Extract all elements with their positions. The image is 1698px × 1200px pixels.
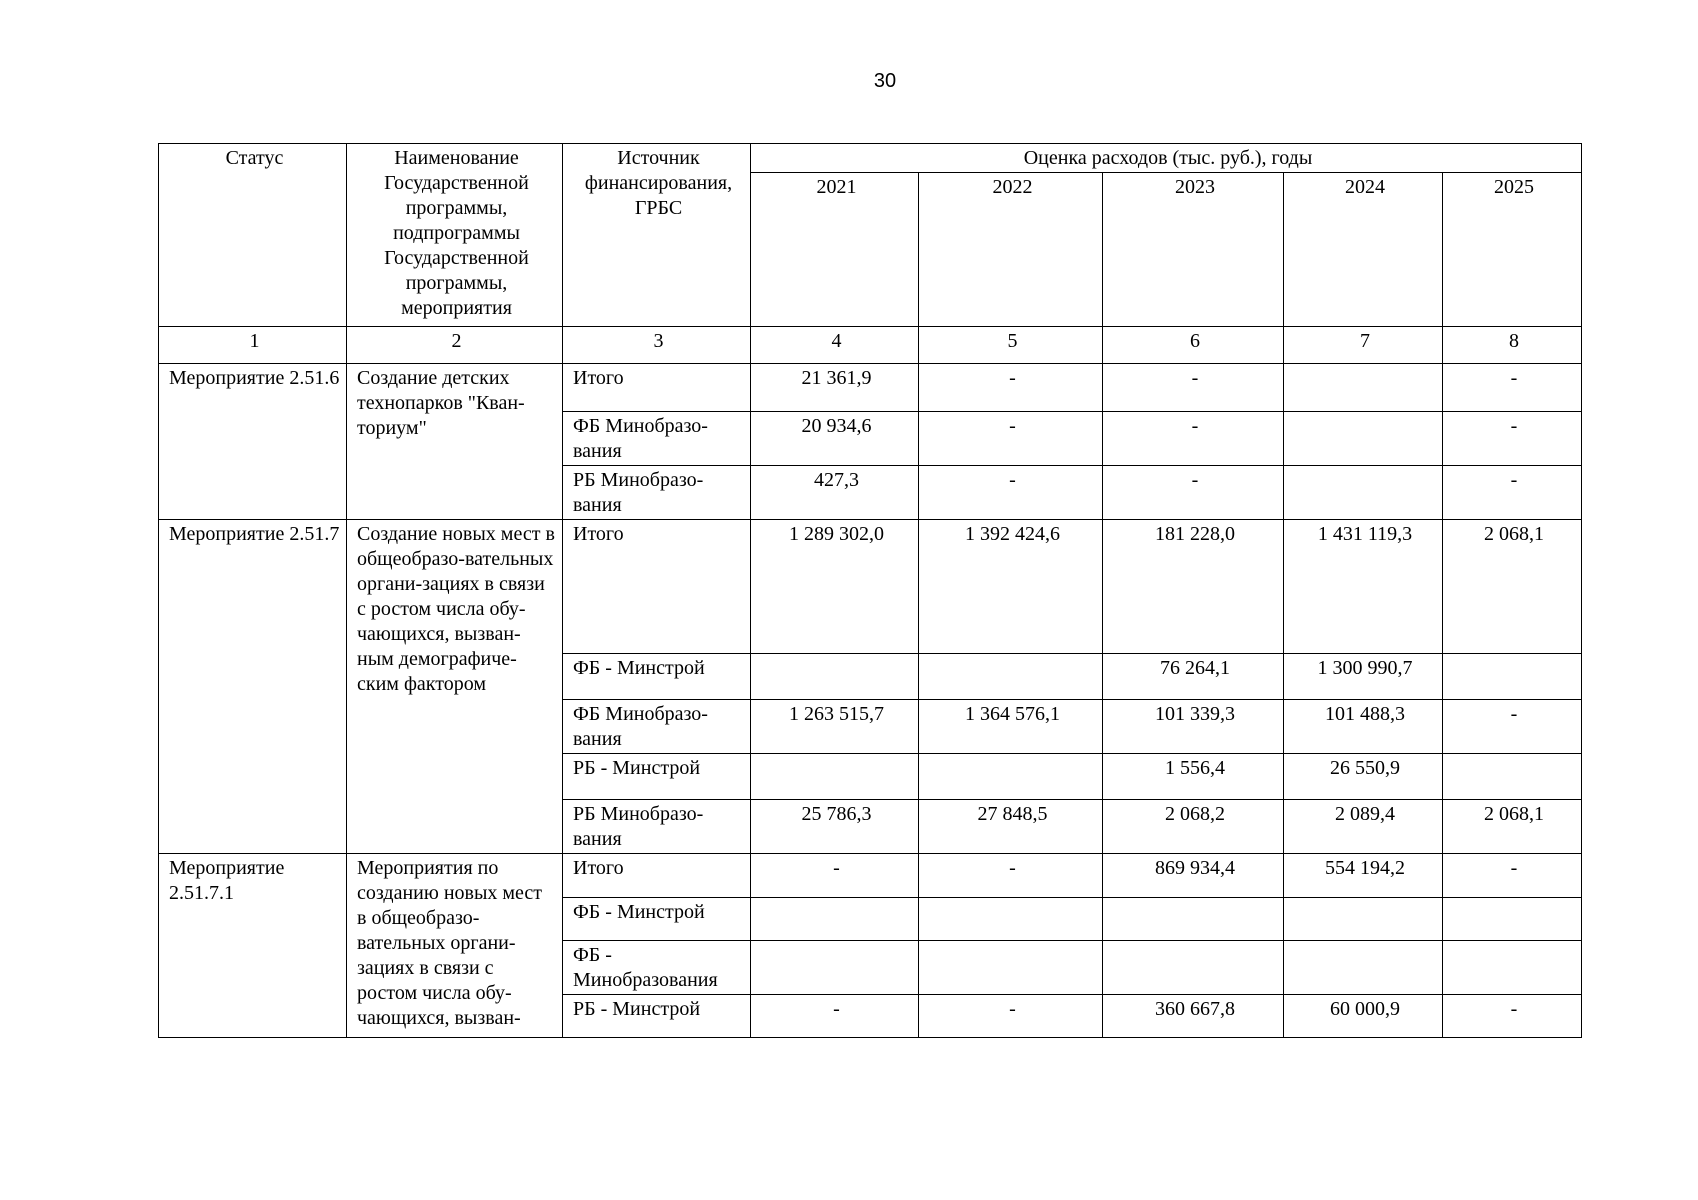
column-number: 8 [1443,327,1582,364]
value-cell: 869 934,4 [1103,854,1284,898]
value-cell [1103,941,1284,995]
value-cell: 27 848,5 [919,800,1103,854]
source-cell: РБ - Минстрой [563,995,751,1038]
value-cell: 360 667,8 [1103,995,1284,1038]
header-status: Статус [159,144,347,327]
value-cell: - [1443,364,1582,412]
value-cell: 427,3 [751,466,919,520]
source-cell: РБ Минобразо-вания [563,466,751,520]
value-cell: 1 289 302,0 [751,520,919,654]
value-cell: - [751,854,919,898]
value-cell: 1 300 990,7 [1284,654,1443,700]
source-cell: ФБ Минобразо-вания [563,700,751,754]
value-cell [1284,364,1443,412]
value-cell [1284,898,1443,941]
value-cell [1443,898,1582,941]
source-cell: РБ Минобразо-вания [563,800,751,854]
source-cell: РБ - Минстрой [563,754,751,800]
value-cell: 1 392 424,6 [919,520,1103,654]
value-cell: - [919,854,1103,898]
value-cell: 1 263 515,7 [751,700,919,754]
value-cell: - [1443,995,1582,1038]
value-cell [919,941,1103,995]
header-name: Наименование Государственной программы, подпрограммы Государственной программы, мероприятия [347,144,563,327]
value-cell: 1 556,4 [1103,754,1284,800]
source-cell: ФБ - Минстрой [563,654,751,700]
value-cell [751,941,919,995]
status-cell: Мероприятие 2.51.7 [159,520,347,854]
program-name-cell: Создание новых мест в общеобразо-вательных органи-зациях в связи с ростом числа обу-чающихся, вызван-ным демографиче-ским фактором [347,520,563,854]
column-number: 3 [563,327,751,364]
status-cell: Мероприятие 2.51.7.1 [159,854,347,1038]
value-cell: 101 339,3 [1103,700,1284,754]
value-cell: 1 364 576,1 [919,700,1103,754]
column-number: 2 [347,327,563,364]
value-cell: 1 431 119,3 [1284,520,1443,654]
value-cell [751,754,919,800]
value-cell: 101 488,3 [1284,700,1443,754]
value-cell: - [919,995,1103,1038]
value-cell [1284,412,1443,466]
value-cell [751,898,919,941]
source-cell: Итого [563,364,751,412]
value-cell: - [751,995,919,1038]
value-cell [1443,754,1582,800]
source-cell: ФБ - Минобразования [563,941,751,995]
value-cell: - [1103,466,1284,520]
value-cell [1284,941,1443,995]
program-name-cell: Мероприятия по созданию новых мест в общеобразо-вательных органи-зациях в связи с ростом числа обу-чающихся, вызван- [347,854,563,1038]
column-number: 1 [159,327,347,364]
value-cell [1103,898,1284,941]
header-year: 2022 [919,173,1103,327]
value-cell: - [919,466,1103,520]
program-name-cell: Создание детских технопарков "Кван-ториум" [347,364,563,520]
status-cell: Мероприятие 2.51.6 [159,364,347,520]
value-cell: 2 068,1 [1443,520,1582,654]
source-cell: ФБ - Минстрой [563,898,751,941]
value-cell: 21 361,9 [751,364,919,412]
table-row [159,854,1582,898]
table-row [159,520,1582,654]
value-cell [1284,466,1443,520]
column-number: 6 [1103,327,1284,364]
table-row [159,364,1582,412]
table-body [159,364,1582,1038]
value-cell [1443,654,1582,700]
value-cell [919,754,1103,800]
header-estimate: Оценка расходов (тыс. руб.), годы [751,144,1582,173]
header-year: 2025 [1443,173,1582,327]
header-year: 2021 [751,173,919,327]
value-cell: - [1443,854,1582,898]
value-cell: 2 068,1 [1443,800,1582,854]
value-cell: 2 089,4 [1284,800,1443,854]
page-number: 30 [873,70,897,92]
value-cell: - [1443,412,1582,466]
budget-table [158,143,1582,1038]
column-number: 5 [919,327,1103,364]
column-number: 7 [1284,327,1443,364]
value-cell: - [1103,412,1284,466]
value-cell [919,898,1103,941]
value-cell: 2 068,2 [1103,800,1284,854]
header-year: 2024 [1284,173,1443,327]
column-number: 4 [751,327,919,364]
value-cell [751,654,919,700]
value-cell: - [1443,466,1582,520]
value-cell: 26 550,9 [1284,754,1443,800]
source-cell: Итого [563,520,751,654]
source-cell: Итого [563,854,751,898]
value-cell: 60 000,9 [1284,995,1443,1038]
value-cell: 20 934,6 [751,412,919,466]
header-year: 2023 [1103,173,1284,327]
table-header [159,144,1582,364]
value-cell: 181 228,0 [1103,520,1284,654]
value-cell [1443,941,1582,995]
value-cell: - [919,364,1103,412]
value-cell: 554 194,2 [1284,854,1443,898]
value-cell: - [919,412,1103,466]
value-cell: - [1103,364,1284,412]
source-cell: ФБ Минобразо-вания [563,412,751,466]
value-cell: 76 264,1 [1103,654,1284,700]
value-cell: - [1443,700,1582,754]
value-cell: 25 786,3 [751,800,919,854]
value-cell [919,654,1103,700]
header-source: Источник финансирования, ГРБС [563,144,751,327]
